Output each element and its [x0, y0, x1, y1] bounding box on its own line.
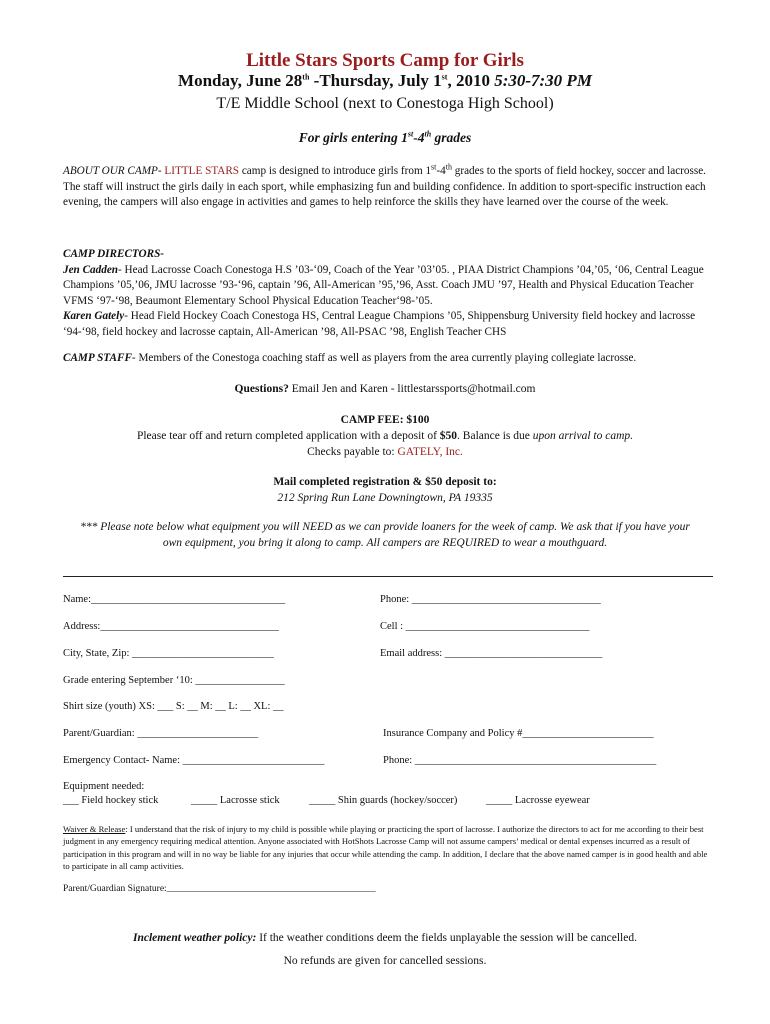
- questions-line: Questions? Email Jen and Karen - littlestarssports@hotmail.com: [234, 383, 536, 395]
- fee-title: CAMP FEE: $100: [340, 414, 430, 426]
- grades-line: For girls entering 1st-4th grades: [298, 129, 472, 145]
- insurance-field[interactable]: Insurance Company and Policy #_________________________: [383, 728, 654, 739]
- directors-section: [63, 247, 713, 341]
- address-field[interactable]: Address:__________________________________: [63, 621, 279, 632]
- director-jen: Jen Cadden- Head Lacrosse Coach Conestoga H.S ’03-‘09, Coach of the Year ’03’05. , PIAA District Champions ’04,’05, ‘06, Central League Champions ’05,’06, JMU lacrosse ’93-‘96, captain ’96, All-American ’95,’96, Asst. Coach JMU ’97, Health and Physical Education Teacher VFMS ‘97-‘98, Beaumont Elementary School Physical Education Teacher‘98-’05.: [63, 263, 704, 307]
- name-field[interactable]: Name:_____________________________________: [63, 594, 286, 605]
- waiver-release: Waiver & Release: I understand that the risk of injury to my child is possible while playing or practicing the sport of lacrosse. I authorize the directors to act for me according to their best judgment in any emergency requiring medical attention. Anyone associated with HotShots Lacrosse Camp will not assume campers’ medical or dental expenses incurred as a result of participation in this program and will in no way be liable for any injuries that occur while attending the camp. In addition, I declare that the above named camper is in good health and able to participate in all camp activities.: [63, 824, 708, 872]
- directors-heading: CAMP DIRECTORS-: [63, 248, 165, 260]
- lacrosse-eyewear-option[interactable]: _____ Lacrosse eyewear: [486, 795, 590, 806]
- page-title: Little Stars Sports Camp for Girls: [246, 50, 524, 71]
- weather-policy: Inclement weather policy: If the weather conditions deem the fields unplayable the session will be cancelled.: [133, 932, 637, 944]
- city-state-zip-field[interactable]: City, State, Zip: ___________________________: [63, 648, 274, 659]
- staff-section: CAMP STAFF- Members of the Conestoga coaching staff as well as players from the area currently playing collegiate lacrosse.: [63, 352, 637, 364]
- mail-section: Mail completed registration & $50 deposit to: 212 Spring Run Lane Downingtown, PA 19335: [273, 476, 497, 504]
- lacrosse-stick-option[interactable]: _____ Lacrosse stick: [191, 795, 280, 806]
- fee-section: [0, 412, 770, 460]
- emergency-contact-field[interactable]: Emergency Contact- Name: ___________________________: [63, 755, 325, 766]
- emergency-phone-field[interactable]: Phone: ______________________________________________: [383, 755, 657, 766]
- refund-policy: No refunds are given for cancelled sessions.: [283, 955, 487, 967]
- checks-line: Checks payable to: GATELY, Inc.: [307, 446, 463, 458]
- equipment-note: *** Please note below what equipment you will NEED as we can provide loaners for the week of camp. We ask that if you have your own equipment, you bring it along to camp. All campers are REQUIRED to wear a mouthguard.: [80, 521, 690, 549]
- camp-dates: Monday, June 28th -Thursday, July 1st, 2010 5:30-7:30 PM: [178, 71, 592, 90]
- tear-off-line: [63, 576, 713, 577]
- cell-field[interactable]: Cell : ___________________________________: [380, 621, 590, 632]
- parent-guardian-field[interactable]: Parent/Guardian: _______________________: [63, 728, 259, 739]
- phone-field[interactable]: Phone: ____________________________________: [380, 594, 601, 605]
- grade-field[interactable]: Grade entering September ‘10: _________________: [63, 675, 285, 686]
- field-hockey-stick-option[interactable]: ___ Field hockey stick: [63, 795, 159, 806]
- email-field[interactable]: Email address: ______________________________: [380, 648, 603, 659]
- director-karen: Karen Gately- Head Field Hockey Coach Conestoga HS, Central League Champions ’05, Shippensburg University field hockey and lacrosse ‘94-‘98, field hockey and lacrosse captain, All-American ’98, All-PSAC ’98, English Teacher CHS: [63, 310, 696, 338]
- shirt-size-field[interactable]: Shirt size (youth) XS: ___ S: __ M: __ L: __ XL: __: [63, 701, 284, 712]
- equipment-label: Equipment needed:: [63, 781, 145, 792]
- fee-line: Please tear off and return completed application with a deposit of $50. Balance is due upon arrival to camp.: [136, 430, 634, 442]
- signature-field[interactable]: Parent/Guardian Signature:____________________________________________: [63, 884, 376, 894]
- about-section: ABOUT OUR CAMP- LITTLE STARS camp is designed to introduce girls from 1st-4th grades to the sports of field hockey, soccer and lacrosse. The staff will instruct the girls daily in each sport, while emphasizing fun and building confidence. In addition to sport-specific instruction each evening, the campers will also engage in activities and games to help reinforce the skills they have learned over the course of the week.: [63, 162, 706, 209]
- camp-location: T/E Middle School (next to Conestoga High School): [216, 95, 554, 112]
- shin-guards-option[interactable]: _____ Shin guards (hockey/soccer): [309, 795, 458, 806]
